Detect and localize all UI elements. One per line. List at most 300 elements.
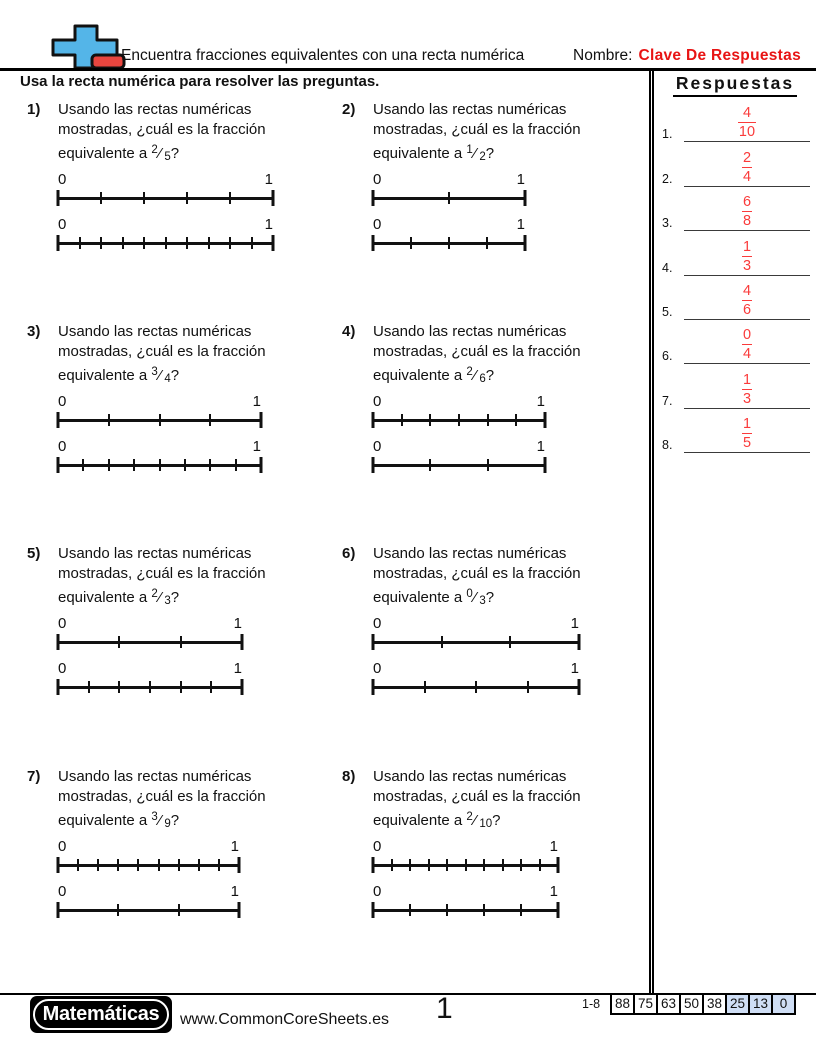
answer-blank [684,417,810,453]
problem-number: 5) [27,545,41,562]
answer-fraction-denominator: 10 [738,124,756,141]
answers-list [656,98,814,453]
fraction-denominator: 2 [479,151,486,163]
answers-panel [656,70,814,453]
score-cell: 50 [679,993,704,1015]
fraction-denominator: 10 [479,818,493,830]
tick-mark [209,414,211,426]
website-text: www.CommonCoreSheets.es [180,1011,389,1028]
number-line [373,838,558,873]
tick-mark [57,457,60,473]
tick-mark [57,634,60,650]
line-start-label: 0 [373,615,382,632]
fraction-bar [742,300,752,301]
fraction-denominator: 3 [479,595,486,607]
tick-mark [409,904,411,916]
line-start-label: 0 [373,393,382,410]
answer-blank [684,240,810,276]
tick-mark [57,190,60,206]
answer-fraction [737,106,757,141]
answer-fraction-denominator: 8 [742,213,752,230]
answer-item-1 [656,98,814,142]
number-line-track [58,902,239,918]
problem-8 [342,767,621,918]
brand-logo [30,996,172,1033]
fraction-numerator: 3 [151,811,158,823]
answer-fraction-numerator: 4 [742,282,752,299]
answer-blank [684,328,810,364]
problem-text-after: ? [492,812,501,829]
line-start-label: 0 [373,838,382,855]
number-line [373,660,579,695]
tick-mark [238,902,241,918]
problem-1 [27,100,306,251]
problem-2 [342,100,621,251]
tick-mark [100,237,102,249]
fraction-bar [742,256,752,257]
number-line-track [373,902,558,918]
problem-text [58,322,306,389]
number-line [58,883,239,918]
tick-mark [441,636,443,648]
tick-mark [180,636,182,648]
name-label: Nombre: [573,47,633,64]
line-start-label: 0 [58,660,67,677]
line-start-label: 0 [58,393,67,410]
problem-4 [342,322,621,473]
tick-mark [272,235,275,251]
problem-text-after: ? [170,589,180,606]
number-line [58,838,239,873]
score-cell: 63 [656,993,681,1015]
answer-fraction-denominator: 3 [742,257,752,274]
tick-mark [178,859,180,871]
tick-mark [424,681,426,693]
number-line [373,615,579,650]
problem-text [373,322,621,389]
answer-item-5 [656,276,814,320]
problem-text-before: Usando las rectas numéricas mostradas, ¿cuál es la fracción equivalente a [58,101,266,162]
answer-fraction [741,284,753,319]
number-line-track [373,235,525,251]
tick-mark [520,904,522,916]
number-line [58,216,273,251]
tick-mark [143,237,145,249]
instructions-text: Usa la recta numérica para resolver las preguntas. [20,73,380,90]
problem-text [58,544,306,611]
tick-mark [578,679,581,695]
number-line-track [58,634,242,650]
score-cell: 0 [771,993,796,1015]
answer-fraction [741,328,753,363]
tick-mark [487,414,489,426]
tick-mark [118,636,120,648]
problem-text-after: ? [485,589,495,606]
fraction-bar [738,122,756,123]
problem-text-before: Usando las rectas numéricas mostradas, ¿cuál es la fracción equivalente a [58,545,266,606]
score-cell: 13 [748,993,773,1015]
tick-mark [372,412,375,428]
number-line [373,171,525,206]
answer-fraction-numerator: 0 [742,327,752,344]
tick-mark [446,904,448,916]
answer-blank [684,195,810,231]
number-line-track [58,412,261,428]
number-line-track [58,190,273,206]
plus-minus-logo-icon [50,24,128,70]
line-end-label: 1 [570,660,579,677]
tick-mark [544,457,547,473]
score-table [610,993,796,1015]
tick-mark [100,192,102,204]
answer-fraction-numerator: 4 [742,105,752,122]
fraction-slash-icon: ⁄ [473,367,477,384]
answer-number: 7. [662,393,673,408]
page-title: Encuentra fracciones equivalentes con una recta numérica [121,47,525,64]
number-line-track [58,679,242,695]
problem-3 [27,322,306,473]
problem-number: 3) [27,323,41,340]
fraction-numerator: 2 [466,366,473,378]
tick-mark [77,859,79,871]
fraction-bar [742,433,752,434]
answer-fraction-denominator: 6 [742,301,752,318]
answer-item-6 [656,320,814,364]
tick-mark [372,679,375,695]
tick-mark [372,235,375,251]
tick-mark [483,904,485,916]
tick-mark [149,681,151,693]
answer-number: 3. [662,216,673,231]
tick-mark [208,237,210,249]
number-line [58,615,242,650]
line-end-label: 1 [536,393,545,410]
answer-number: 1. [662,127,673,142]
problem-text-after: ? [170,812,180,829]
line-end-label: 1 [264,216,273,233]
line-end-label: 1 [516,216,525,233]
tick-mark [198,859,200,871]
fraction-denominator: 6 [479,373,486,385]
number-line [373,393,545,428]
tick-mark [143,192,145,204]
fraction-slash-icon: ⁄ [158,589,162,606]
tick-mark [165,237,167,249]
tick-mark [229,237,231,249]
line-start-label: 0 [373,216,382,233]
answer-fraction-denominator: 3 [742,390,752,407]
tick-mark [557,857,560,873]
line-end-label: 1 [233,660,242,677]
answer-number: 8. [662,438,673,453]
fraction-denominator: 5 [164,151,171,163]
fraction-numerator: 1 [466,144,473,156]
tick-mark [409,859,411,871]
answer-blank [684,373,810,409]
problem-text-before: Usando las rectas numéricas mostradas, ¿cuál es la fracción equivalente a [58,323,266,384]
line-end-label: 1 [549,838,558,855]
number-line-track [373,679,579,695]
tick-mark [448,192,450,204]
tick-mark [117,904,119,916]
problem-5 [27,544,306,695]
answer-blank [684,284,810,320]
problem-number: 7) [27,768,41,785]
tick-mark [578,634,581,650]
score-cell: 88 [610,993,635,1015]
score-range-label: 1-8 [582,997,601,1011]
line-end-label: 1 [549,883,558,900]
fraction-numerator: 0 [466,588,473,600]
number-line [373,216,525,251]
line-end-label: 1 [516,171,525,188]
line-end-label: 1 [536,438,545,455]
tick-mark [57,412,60,428]
tick-mark [235,459,237,471]
problem-number: 1) [27,101,41,118]
tick-mark [137,859,139,871]
problem-number: 4) [342,323,356,340]
score-cell: 75 [633,993,658,1015]
tick-mark [229,192,231,204]
fraction-bar [742,389,752,390]
number-line [58,171,273,206]
tick-mark [241,634,244,650]
tick-mark [133,459,135,471]
tick-mark [184,459,186,471]
number-line-track [373,457,545,473]
answer-fraction [741,195,753,230]
answer-number: 5. [662,304,673,319]
tick-mark [159,459,161,471]
problem-text-before: Usando las rectas numéricas mostradas, ¿cuál es la fracción equivalente a [58,768,266,829]
line-start-label: 0 [58,216,67,233]
fraction-slash-icon: ⁄ [473,812,477,829]
tick-mark [429,459,431,471]
number-line-track [58,857,239,873]
tick-mark [557,902,560,918]
tick-mark [82,459,84,471]
line-start-label: 0 [373,171,382,188]
tick-mark [57,679,60,695]
tick-mark [180,681,182,693]
answer-number: 6. [662,349,673,364]
tick-mark [509,636,511,648]
tick-mark [372,457,375,473]
page-number: 1 [436,992,453,1025]
fraction-slash-icon: ⁄ [158,812,162,829]
answer-fraction [741,417,753,452]
problem-text-after: ? [485,367,495,384]
tick-mark [448,237,450,249]
answer-item-4 [656,231,814,275]
problem-text [373,100,621,167]
line-start-label: 0 [58,838,67,855]
problem-number: 8) [342,768,356,785]
fraction-numerator: 2 [151,588,158,600]
tick-mark [475,681,477,693]
problem-text-after: ? [170,367,180,384]
fraction-numerator: 2 [151,144,158,156]
line-end-label: 1 [233,615,242,632]
line-start-label: 0 [58,883,67,900]
tick-mark [515,414,517,426]
problem-text-after: ? [485,145,495,162]
tick-mark [97,859,99,871]
answer-item-3 [656,187,814,231]
tick-mark [178,904,180,916]
tick-mark [186,237,188,249]
line-start-label: 0 [58,171,67,188]
tick-mark [520,859,522,871]
line-start-label: 0 [373,438,382,455]
line-end-label: 1 [252,393,261,410]
tick-mark [458,414,460,426]
problem-text [58,767,306,834]
tick-mark [483,859,485,871]
answer-blank [684,151,810,187]
fraction-bar [742,211,752,212]
number-line-track [373,857,558,873]
tick-mark [544,412,547,428]
tick-mark [260,412,263,428]
number-line-track [373,190,525,206]
score-cell: 25 [725,993,750,1015]
line-start-label: 0 [58,438,67,455]
problem-text-before: Usando las rectas numéricas mostradas, ¿cuál es la fracción equivalente a [373,323,581,384]
number-line [373,438,545,473]
tick-mark [539,859,541,871]
answer-number: 4. [662,260,673,275]
line-end-label: 1 [570,615,579,632]
number-line-track [58,457,261,473]
fraction-denominator: 4 [164,373,171,385]
tick-mark [118,681,120,693]
tick-mark [79,237,81,249]
number-line [58,660,242,695]
problem-text-before: Usando las rectas numéricas mostradas, ¿cuál es la fracción equivalente a [373,101,581,162]
tick-mark [210,681,212,693]
tick-mark [158,859,160,871]
tick-mark [372,190,375,206]
number-line-track [58,235,273,251]
tick-mark [108,414,110,426]
name-value: Clave De Respuestas [638,47,801,64]
line-start-label: 0 [373,883,382,900]
tick-mark [486,237,488,249]
tick-mark [372,634,375,650]
tick-mark [251,237,253,249]
tick-mark [122,237,124,249]
tick-mark [391,859,393,871]
tick-mark [241,679,244,695]
answer-fraction [741,373,753,408]
line-end-label: 1 [264,171,273,188]
number-line [373,883,558,918]
answer-fraction [741,151,753,186]
problem-7 [27,767,306,918]
answer-item-8 [656,409,814,453]
tick-mark [372,857,375,873]
number-line-track [373,412,545,428]
tick-mark [465,859,467,871]
tick-mark [57,857,60,873]
tick-mark [527,681,529,693]
answer-fraction-numerator: 1 [742,371,752,388]
fraction-slash-icon: ⁄ [473,589,477,606]
answer-fraction-numerator: 1 [742,416,752,433]
tick-mark [88,681,90,693]
fraction-slash-icon: ⁄ [158,145,162,162]
answer-fraction-numerator: 6 [742,194,752,211]
line-start-label: 0 [373,660,382,677]
tick-mark [487,459,489,471]
number-line [58,393,261,428]
number-line-track [373,634,579,650]
problem-6 [342,544,621,695]
problem-text-before: Usando las rectas numéricas mostradas, ¿cuál es la fracción equivalente a [373,768,581,829]
answer-fraction [741,240,753,275]
tick-mark [159,414,161,426]
tick-mark [502,859,504,871]
fraction-numerator: 3 [151,366,158,378]
problem-text-before: Usando las rectas numéricas mostradas, ¿cuál es la fracción equivalente a [373,545,581,606]
fraction-numerator: 2 [466,811,473,823]
tick-mark [401,414,403,426]
fraction-bar [742,167,752,168]
fraction-denominator: 3 [164,595,171,607]
tick-mark [186,192,188,204]
tick-mark [260,457,263,473]
problem-number: 2) [342,101,356,118]
tick-mark [209,459,211,471]
tick-mark [524,190,527,206]
brand-label: Matemáticas [33,999,169,1030]
tick-mark [410,237,412,249]
tick-mark [238,857,241,873]
tick-mark [446,859,448,871]
number-line [58,438,261,473]
line-end-label: 1 [252,438,261,455]
answer-fraction-denominator: 4 [742,346,752,363]
answer-item-7 [656,364,814,408]
answers-divider [649,70,654,995]
answer-fraction-denominator: 4 [742,168,752,185]
fraction-slash-icon: ⁄ [158,367,162,384]
name-row [573,47,801,65]
tick-mark [117,859,119,871]
score-cell: 38 [702,993,727,1015]
tick-mark [108,459,110,471]
line-start-label: 0 [58,615,67,632]
tick-mark [429,414,431,426]
fraction-bar [742,344,752,345]
problem-text [373,544,621,611]
answer-fraction-denominator: 5 [742,435,752,452]
problem-text-after: ? [170,145,180,162]
answers-heading: Respuestas [673,73,797,97]
tick-mark [218,859,220,871]
line-end-label: 1 [230,883,239,900]
fraction-denominator: 9 [164,818,171,830]
answer-number: 2. [662,171,673,186]
answer-fraction-numerator: 2 [742,149,752,166]
answer-blank [684,106,810,142]
answer-fraction-numerator: 1 [742,238,752,255]
tick-mark [57,235,60,251]
line-end-label: 1 [230,838,239,855]
answer-item-2 [656,142,814,186]
